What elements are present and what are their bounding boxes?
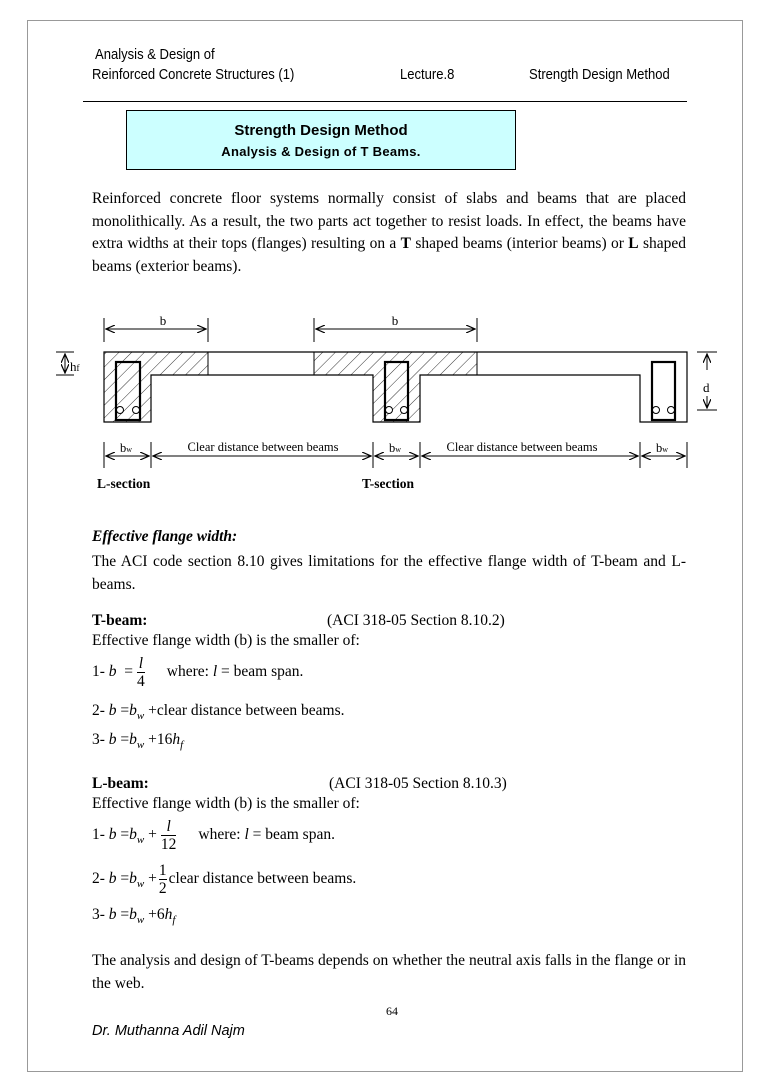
intro-text: shaped beams (exterior beams). xyxy=(92,235,687,276)
intro-t: T xyxy=(400,235,412,253)
t-section-label: T-section xyxy=(362,476,415,491)
tbeam-f1-fraction: $\frac{l}{4}$ xyxy=(137,655,145,690)
tbeam-ref: (ACI 318-05 Section 8.10.2) xyxy=(327,612,505,629)
lbeam-f1-fraction: $\frac{l}{12}$ xyxy=(160,818,177,853)
b-label-t: b xyxy=(391,313,399,328)
d-label: d xyxy=(703,380,710,395)
beam-sections-diagram xyxy=(0,0,768,520)
l-section-label: L-section xyxy=(97,476,151,491)
b-label-l: b xyxy=(159,313,167,328)
tbeam-formula-2: 2- $b =b_w$ +clear distance between beams. xyxy=(92,702,345,723)
effective-heading: Effective flange width: xyxy=(92,528,238,545)
header-topic: Strength Design Method xyxy=(529,67,670,83)
closing-paragraph: The analysis and design of T-beams depends on whether the neutral axis falls in the flange or in the web. xyxy=(92,952,686,992)
bw-label: bw xyxy=(656,441,669,455)
lbeam-f2-fraction: $\frac{1}{2}$ xyxy=(158,862,167,897)
title-main: Strength Design Method xyxy=(234,122,408,139)
lbeam-ref: (ACI 318-05 Section 8.10.3) xyxy=(329,775,507,792)
tbeam-formula-3: 3- $b =b_w +16h_f$ xyxy=(92,731,184,752)
header-course-line1: Analysis & Design of xyxy=(95,47,215,63)
lbeam-formula-3: 3- $b =b_w +6h_f$ xyxy=(92,906,176,927)
lbeam-formula-2: 2- $b =b_w$ + $\frac{1}{2}$ clear distance between beams. xyxy=(92,862,357,897)
title-sub: Analysis & Design of T Beams. xyxy=(221,144,421,159)
intro-l: L xyxy=(628,235,639,253)
clear-distance-label: Clear distance between beams xyxy=(187,440,339,454)
intro-text: Reinforced concrete floor systems normally consist of slabs and beams that are placed monolithically. As a result, the two parts act together to resist loads. In effect, the beams have extra widths at their tops (flanges) resulting on a xyxy=(92,190,686,253)
tbeam-formula-1: 1- b = $\frac{l}{4}$ where: l = beam span. xyxy=(92,655,304,690)
bw-label: bw xyxy=(389,441,402,455)
tbeam-heading: T-beam: xyxy=(92,612,148,629)
page-number: 64 xyxy=(386,1004,398,1018)
bw-label: bw xyxy=(120,441,133,455)
header-course-line2: Reinforced Concrete Structures (1) xyxy=(92,67,295,83)
effective-text: The ACI code section 8.10 gives limitations for the effective flange width of T-beam and L-beams. xyxy=(92,553,686,593)
tbeam-intro: Effective flange width (b) is the smaller of: xyxy=(92,632,360,649)
lbeam-heading: L-beam: xyxy=(92,775,149,792)
hf-label: hf xyxy=(70,359,80,374)
clear-distance-label: Clear distance between beams xyxy=(446,440,598,454)
intro-text: shaped beams (interior beams) or xyxy=(411,235,629,253)
lbeam-intro: Effective flange width (b) is the smaller of: xyxy=(92,795,360,812)
lbeam-formula-1: 1- $b =b_w$ + $\frac{l}{12}$ where: l = beam span. xyxy=(92,818,335,853)
header-lecture: Lecture.8 xyxy=(400,67,455,83)
footer-author: Dr. Muthanna Adil Najm xyxy=(92,1023,245,1039)
